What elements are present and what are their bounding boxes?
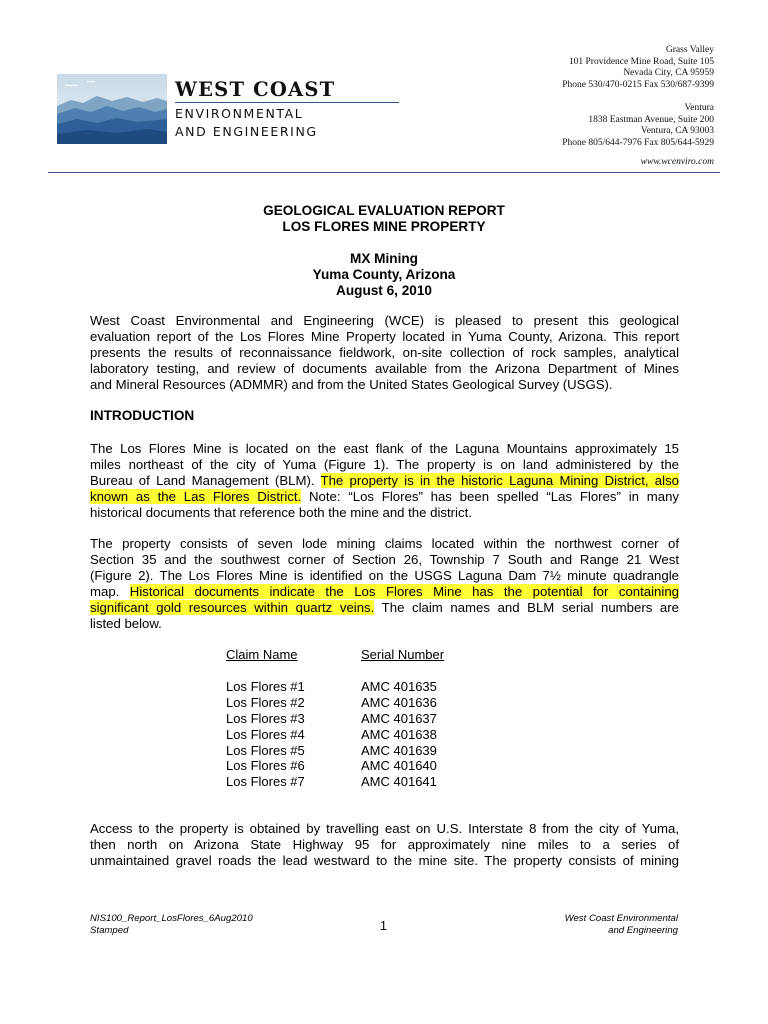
footer-company xyxy=(565,913,678,937)
paragraph-line: historical documents that reference both the mine and the district. xyxy=(90,505,472,521)
office-ventura xyxy=(562,103,714,149)
paragraph-text: map. xyxy=(90,584,130,600)
paragraph-line xyxy=(90,489,679,505)
footer-doc-name: NIS100_Report_LosFlores_6Aug2010 xyxy=(90,913,253,924)
paragraph-line: listed below. xyxy=(90,616,162,632)
footer-company-line-2: and Engineering xyxy=(608,925,678,936)
office-address-2: Nevada City, CA 95959 xyxy=(623,68,714,79)
logo-rule xyxy=(175,102,399,103)
claims-paragraph xyxy=(90,536,679,633)
paragraph-line: Access to the property is obtained by travelling east on U.S. Interstate 8 from the city of Yuma, xyxy=(90,821,679,836)
paragraph-line: West Coast Environmental and Engineering (WCE) is pleased to present this geological xyxy=(90,313,679,328)
table-row xyxy=(226,727,444,743)
report-title: GEOLOGICAL EVALUATION REPORT xyxy=(263,203,505,218)
office-address-2: Ventura, CA 93003 xyxy=(640,126,714,137)
serial-number: AMC 401635 xyxy=(361,678,437,694)
office-name: Grass Valley xyxy=(665,45,714,55)
client-name: MX Mining xyxy=(350,251,418,266)
table-row xyxy=(226,711,444,727)
intro-paragraph xyxy=(90,313,679,393)
claims-table-header xyxy=(226,647,444,663)
company-name: WEST COAST xyxy=(175,78,336,101)
office-address-1: 1838 Eastman Avenue, Suite 200 xyxy=(588,114,714,125)
report-location: Yuma County, Arizona xyxy=(312,267,456,282)
serial-number: AMC 401638 xyxy=(361,726,437,742)
highlighted-text: significant gold resources within quartz veins. xyxy=(90,600,375,616)
paragraph-line xyxy=(90,473,679,489)
serial-number: AMC 401641 xyxy=(361,774,437,790)
mountain-logo-icon xyxy=(57,74,167,144)
paragraph-line: evaluation report of the Los Flores Mine Property located in Yuma County, Arizona. This report xyxy=(90,329,679,345)
claim-name: Los Flores #2 xyxy=(226,694,305,710)
footer-document-id xyxy=(90,913,253,937)
claim-name: Los Flores #1 xyxy=(226,678,305,694)
paragraph-text: Bureau of Land Management (BLM). xyxy=(90,473,321,489)
paragraph-line: and Mineral Resources (ADMMR) and from the United States Geological Survey (USGS). xyxy=(90,377,613,393)
table-row xyxy=(226,679,444,695)
table-row xyxy=(226,758,444,774)
claim-name: Los Flores #7 xyxy=(226,774,305,790)
table-row xyxy=(226,774,444,790)
claim-name: Los Flores #5 xyxy=(226,742,305,758)
serial-number: AMC 401637 xyxy=(361,710,437,726)
serial-number: AMC 401636 xyxy=(361,694,437,710)
paragraph-line xyxy=(90,600,679,616)
paragraph-line: Section 35 and the southwest corner of Section 26, Township 7 South and Range 21 West xyxy=(90,552,679,568)
table-row xyxy=(226,743,444,759)
table-row xyxy=(226,695,444,711)
location-paragraph xyxy=(90,441,679,521)
paragraph-line: presents the results of reconnaissance fieldwork, on-site collection of rock samples, analytical xyxy=(90,345,679,361)
website-link[interactable]: www.wcenviro.com xyxy=(640,157,714,167)
claim-name: Los Flores #6 xyxy=(226,758,305,774)
footer-stamp-note: Stamped xyxy=(90,925,129,936)
company-subtitle-2: AND ENGINEERING xyxy=(175,124,318,139)
claim-name: Los Flores #3 xyxy=(226,710,305,726)
report-date: August 6, 2010 xyxy=(336,283,432,298)
office-name: Ventura xyxy=(684,103,714,113)
office-address-1: 101 Providence Mine Road, Suite 105 xyxy=(568,56,714,67)
claim-name: Los Flores #4 xyxy=(226,726,305,742)
serial-number-header: Serial Number xyxy=(361,647,445,662)
highlighted-text: Historical documents indicate the Los Flores Mine has the potential for containing xyxy=(129,584,679,600)
highlighted-text: The property is in the historic Laguna Mining District, also xyxy=(320,473,679,489)
serial-number: AMC 401640 xyxy=(361,758,437,774)
office-grass-valley xyxy=(562,45,714,91)
claim-name-header: Claim Name xyxy=(226,647,298,662)
office-phone: Phone 530/470-0215 Fax 530/687-9399 xyxy=(562,79,714,90)
paragraph-line xyxy=(90,584,679,600)
paragraph-line: then north on Arizona State Highway 95 for approximately nine miles to a series of xyxy=(90,837,679,853)
report-subtitle: LOS FLORES MINE PROPERTY xyxy=(282,219,486,234)
report-title-block xyxy=(0,203,768,299)
page-number: 1 xyxy=(380,919,387,933)
section-heading: INTRODUCTION xyxy=(90,408,195,423)
highlighted-text: known as the Las Flores District. xyxy=(90,489,302,505)
paragraph-line: unmaintained gravel roads the lead westward to the mine site. The property consists of mining xyxy=(90,853,679,869)
paragraph-line: miles northeast of the city of Yuma (Figure 1). The property is on land administered by the xyxy=(90,457,679,473)
paragraph-line: laboratory testing, and review of documents available from the Arizona Department of Mines xyxy=(90,361,679,377)
serial-number: AMC 401639 xyxy=(361,742,437,758)
header-divider xyxy=(48,172,720,173)
claims-table xyxy=(226,647,444,790)
footer-company-line-1: West Coast Environmental xyxy=(564,913,678,924)
access-paragraph xyxy=(90,821,679,869)
paragraph-text: Note: “Los Flores” has been spelled “Las Flores” in many xyxy=(301,489,679,505)
company-logo xyxy=(57,74,347,144)
paragraph-text: The claim names and BLM serial numbers are xyxy=(374,600,679,616)
paragraph-line: The Los Flores Mine is located on the east flank of the Laguna Mountains approximately 15 xyxy=(90,441,679,456)
company-subtitle-1: ENVIRONMENTAL xyxy=(175,106,304,121)
paragraph-line: The property consists of seven lode mining claims located within the northwest corner of xyxy=(90,536,679,551)
paragraph-line: (Figure 2). The Los Flores Mine is identified on the USGS Laguna Dam 7½ minute quadrangle xyxy=(90,568,679,584)
office-phone: Phone 805/644-7976 Fax 805/644-5929 xyxy=(562,137,714,148)
